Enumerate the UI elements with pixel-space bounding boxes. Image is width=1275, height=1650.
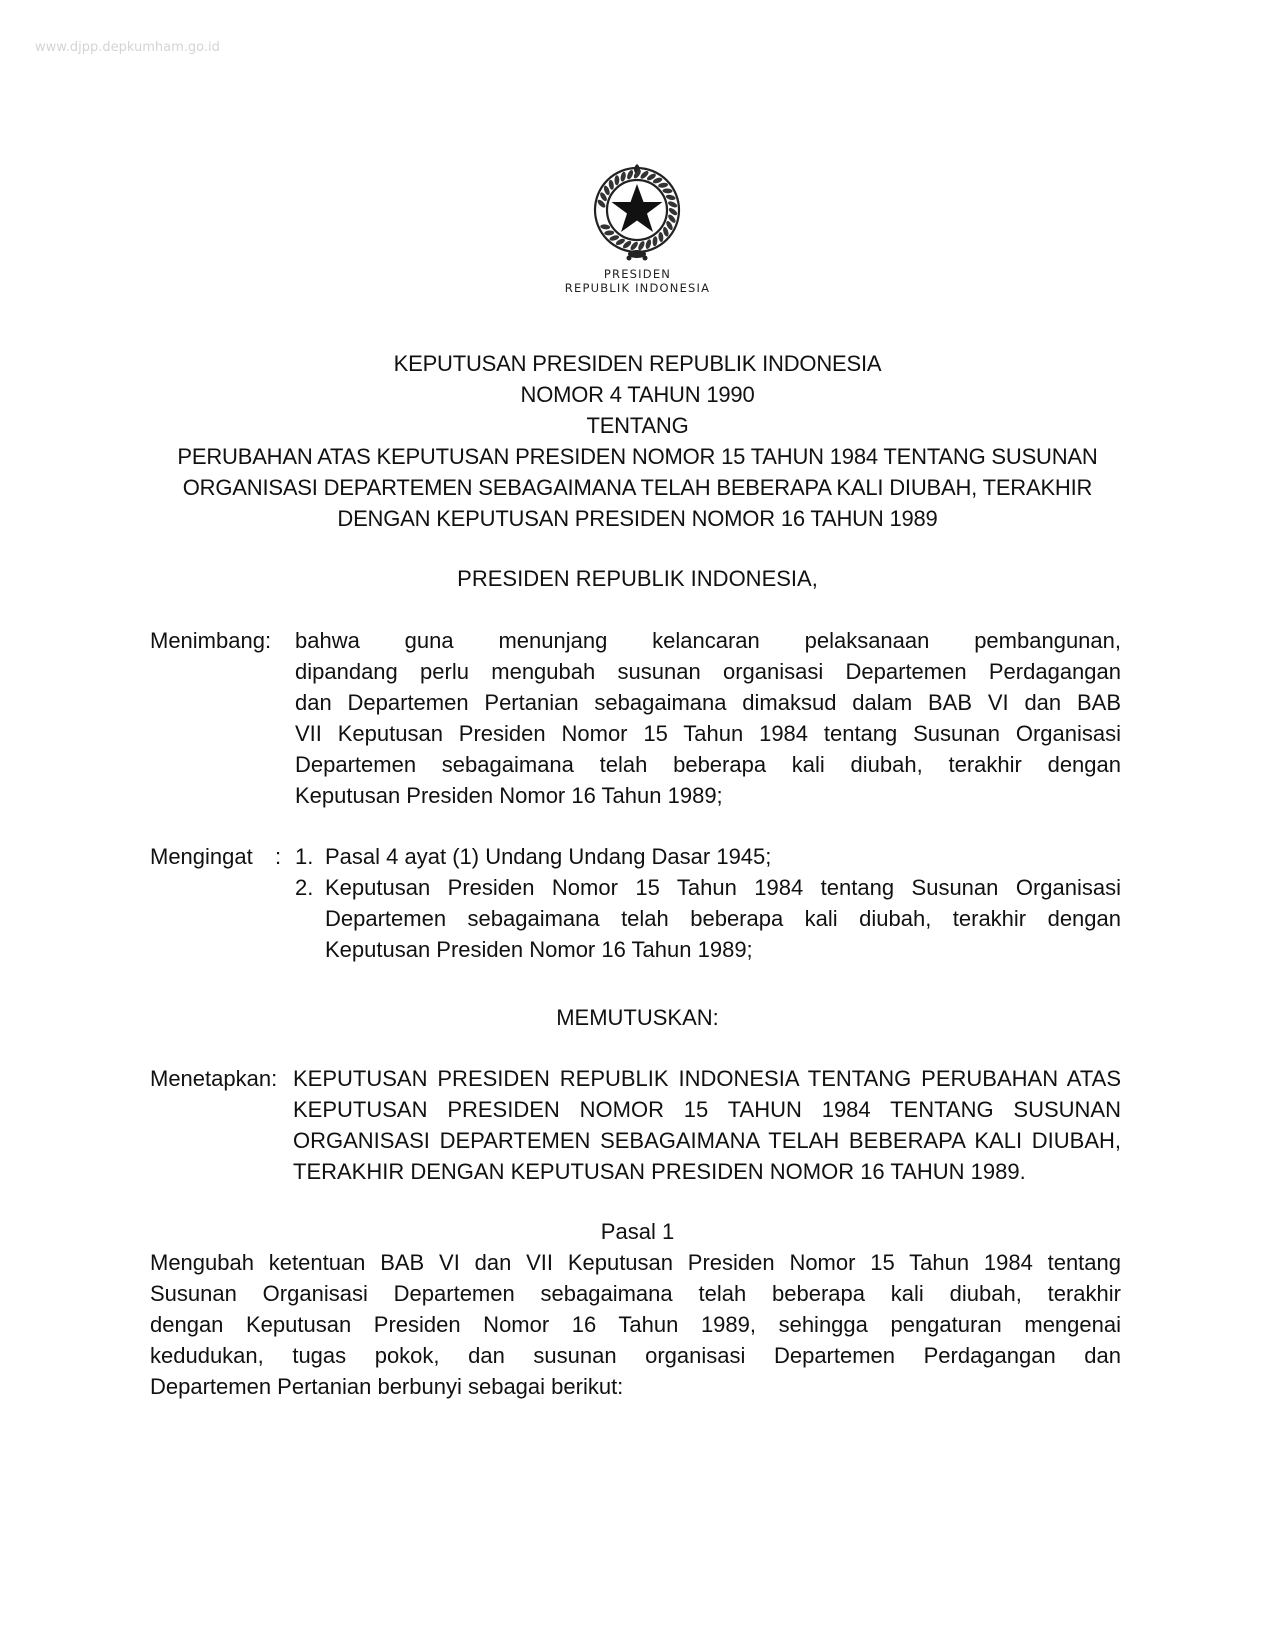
pasal-1-line: kedudukan, tugas pokok, dan susunan organisasi Departemen Perdagangan dan (150, 1343, 1121, 1368)
wreath-leaf (608, 179, 615, 190)
list-item-line: Keputusan Presiden Nomor 15 Tahun 1984 tentang Susunan Organisasi (325, 875, 1121, 900)
pasal-1-line: Mengubah ketentuan BAB VI dan VII Keputusan Presiden Nomor 15 Tahun 1984 tentang (150, 1250, 1121, 1275)
menetapkan-line: KEPUTUSAN PRESIDEN NOMOR 15 TAHUN 1984 TENTANG SUSUNAN (293, 1097, 1121, 1122)
wreath-leaf (626, 169, 634, 180)
list-item-number: 2. (295, 875, 314, 900)
list-item-line: Departemen sebagaimana telah beberapa kali diubah, terakhir dengan (325, 906, 1121, 931)
title-line: DENGAN KEPUTUSAN PRESIDEN NOMOR 16 TAHUN 1989 (337, 506, 938, 531)
mengingat-list (295, 841, 1121, 965)
title-line: ORGANISASI DEPARTEMEN SEBAGAIMANA TELAH BEBERAPA KALI DIUBAH, TERAKHIR (182, 475, 1093, 500)
garuda-star-emblem-icon (574, 150, 700, 274)
wreath-leaf (645, 239, 652, 250)
title-line: NOMOR 4 TAHUN 1990 (520, 382, 755, 407)
list-item-number: 1. (295, 844, 314, 869)
menetapkan-line: TERAKHIR DENGAN KEPUTUSAN PRESIDEN NOMOR 16 TAHUN 1989. (293, 1159, 1026, 1184)
title-line: KEPUTUSAN PRESIDEN REPUBLIK INDONESIA (393, 351, 882, 376)
wreath-leaf (658, 232, 664, 242)
wreath-leaf (667, 200, 678, 209)
wreath-leaf (600, 224, 611, 230)
wreath-leaf (658, 182, 669, 188)
menetapkan-label: Menetapkan: (150, 1066, 278, 1091)
wreath-leaf (662, 188, 672, 193)
menimbang-line: Departemen sebagaimana telah beberapa kali diubah, terakhir dengan (295, 752, 1121, 777)
pasal-1-title: Pasal 1 (600, 1219, 675, 1244)
menetapkan-line: ORGANISASI DEPARTEMEN SEBAGAIMANA TELAH BEBERAPA KALI DIUBAH, (293, 1128, 1121, 1153)
wreath-leaf (637, 240, 646, 251)
list-item-line: Keputusan Presiden Nomor 16 Tahun 1989; (325, 937, 753, 962)
pasal-1-line: dengan Keputusan Presiden Nomor 16 Tahun 1989, sehingga pengaturan mengenai (150, 1312, 1121, 1337)
wreath-leaf (614, 175, 619, 185)
pasal-1-line: Susunan Organisasi Departemen sebagaimana telah beberapa kali diubah, terakhir (150, 1281, 1121, 1306)
menimbang-body (295, 625, 1121, 811)
mengingat-colon: : (275, 844, 282, 869)
pasal-1-body (150, 1247, 1121, 1402)
title-line: PERUBAHAN ATAS KEPUTUSAN PRESIDEN NOMOR 15 TAHUN 1984 TENTANG SUSUNAN (177, 444, 1098, 469)
title-line: TENTANG (586, 413, 689, 438)
menimbang-line: bahwa guna menunjang kelancaran pelaksanaan pembangunan, (295, 628, 1121, 653)
list-item-line: Pasal 4 ayat (1) Undang Undang Dasar 1945; (325, 844, 772, 869)
list-item (295, 841, 1121, 872)
emblem-caption-line1: PRESIDEN (603, 267, 672, 281)
emblem-caption-line2: REPUBLIK INDONESIA (564, 281, 711, 295)
menetapkan-line: KEPUTUSAN PRESIDEN REPUBLIK INDONESIA TENTANG PERUBAHAN ATAS (293, 1066, 1121, 1091)
menimbang-line: VII Keputusan Presiden Nomor 15 Tahun 1984 tentang Susunan Organisasi (295, 721, 1121, 746)
memutuskan-heading: MEMUTUSKAN: (556, 1005, 719, 1030)
wreath-leaf (620, 171, 627, 182)
mengingat-label: Mengingat (150, 844, 253, 869)
menimbang-line: dipandang perlu mengubah susunan organisasi Departemen Perdagangan (295, 659, 1121, 684)
menimbang-line: dan Departemen Pertanian sebagaimana dimaksud dalam BAB VI dan BAB (295, 690, 1121, 715)
list-item (295, 872, 1121, 965)
menimbang-label: Menimbang: (150, 628, 272, 653)
pasal-1-line: Departemen Pertanian berbunyi sebagai berikut: (150, 1374, 624, 1399)
watermark-url: www.djpp.depkumham.go.id (35, 40, 220, 55)
menetapkan-body (293, 1063, 1121, 1187)
wreath-leaf (652, 236, 658, 246)
document-title (150, 348, 1125, 534)
wreath-leaf (604, 230, 614, 236)
presiden-heading: PRESIDEN REPUBLIK INDONESIA, (457, 566, 818, 591)
wreath-leaf (665, 194, 676, 201)
menimbang-line: Keputusan Presiden Nomor 16 Tahun 1989; (295, 783, 723, 808)
